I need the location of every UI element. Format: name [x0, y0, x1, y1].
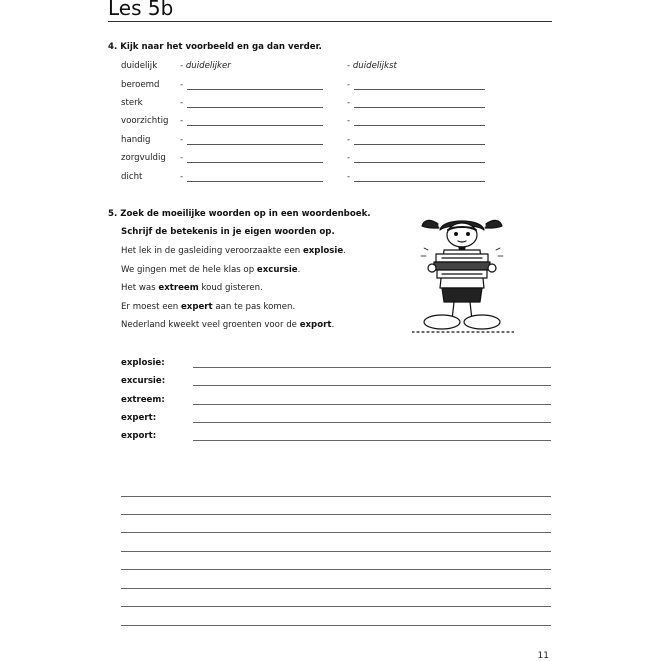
dash: - [180, 116, 184, 126]
exercise-5-title: 5. Zoek de moeilijke woorden op in een woordenboek. [108, 209, 371, 219]
comparative-answer-line[interactable] [187, 181, 323, 182]
writing-line[interactable] [121, 606, 551, 607]
definition-answer-line[interactable] [193, 422, 551, 423]
keyword: explosie [302, 246, 344, 256]
sentence: We gingen met de hele klas op excursie. [121, 265, 301, 275]
dash: - [347, 98, 351, 108]
adjective-word: handig [121, 135, 151, 145]
keyword: export [299, 320, 332, 330]
superlative-answer-line[interactable] [354, 107, 485, 108]
adjective-word: zorgvuldig [121, 153, 166, 163]
dash: - [180, 135, 184, 145]
dash: - [347, 135, 351, 145]
adjective-word: voorzichtig [121, 116, 169, 126]
dash: - [180, 80, 184, 90]
dash: - [347, 80, 351, 90]
dash: - [347, 172, 351, 182]
definition-label: expert: [121, 413, 157, 423]
page-number: 11 [537, 651, 549, 661]
definition-answer-line[interactable] [193, 367, 551, 368]
definition-label: export: [121, 431, 157, 441]
adjective-word: sterk [121, 98, 143, 108]
definition-answer-line[interactable] [193, 440, 551, 441]
title-divider [108, 21, 552, 22]
comparative-answer-line[interactable] [187, 125, 323, 126]
adjective-word: dicht [121, 172, 143, 182]
definition-label: extreem: [121, 395, 165, 405]
superlative-answer-line[interactable] [354, 162, 485, 163]
exercise-4-title: 4. Kijk naar het voorbeeld en ga dan verder. [108, 42, 322, 52]
superlative-answer-line[interactable] [354, 125, 485, 126]
superlative-answer-line[interactable] [354, 89, 485, 90]
keyword: extreem [158, 283, 199, 293]
example-comparative: - duidelijker [180, 61, 231, 71]
sentence: Nederland kweekt veel groenten voor de export. [121, 320, 335, 330]
writing-line[interactable] [121, 514, 551, 515]
page-title: Les 5b [108, 0, 174, 20]
sentence: Het lek in de gasleiding veroorzaakte een explosie. [121, 246, 346, 256]
definition-answer-line[interactable] [193, 385, 551, 386]
definition-label: explosie: [121, 358, 165, 368]
writing-line[interactable] [121, 532, 551, 533]
comparative-answer-line[interactable] [187, 89, 323, 90]
sentence: Er moest een expert aan te pas komen. [121, 302, 296, 312]
adjective-word: beroemd [121, 80, 160, 90]
comparative-answer-line[interactable] [187, 162, 323, 163]
dash: - [180, 172, 184, 182]
dash: - [347, 116, 351, 126]
definition-answer-line[interactable] [193, 404, 551, 405]
definition-label: excursie: [121, 376, 166, 386]
keyword: expert [180, 302, 213, 312]
comparative-answer-line[interactable] [187, 144, 323, 145]
superlative-answer-line[interactable] [354, 181, 485, 182]
dash: - [180, 98, 184, 108]
superlative-answer-line[interactable] [354, 144, 485, 145]
writing-line[interactable] [121, 551, 551, 552]
example-superlative: - duidelijkst [347, 61, 397, 71]
exercise-5-subtitle: Schrijf de betekenis in je eigen woorden op. [121, 227, 335, 237]
writing-line[interactable] [121, 496, 551, 497]
writing-line[interactable] [121, 588, 551, 589]
dash: - [347, 153, 351, 163]
writing-line[interactable] [121, 625, 551, 626]
girl-with-books-illustration [412, 210, 514, 336]
comparative-answer-line[interactable] [187, 107, 323, 108]
example-word: duidelijk [121, 61, 158, 71]
writing-line[interactable] [121, 569, 551, 570]
keyword: excursie [256, 265, 298, 275]
dash: - [180, 153, 184, 163]
sentence: Het was extreem koud gisteren. [121, 283, 263, 293]
